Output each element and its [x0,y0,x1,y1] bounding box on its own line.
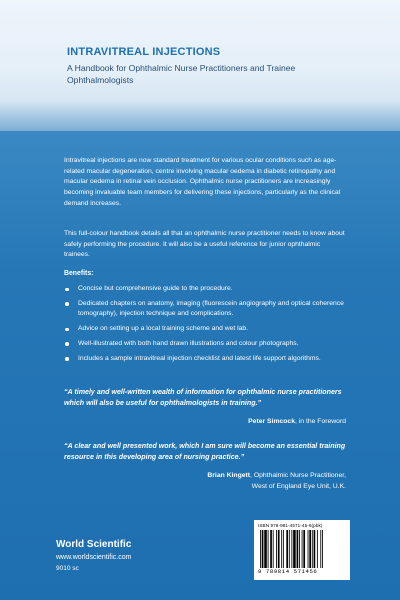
list-item [64,339,346,350]
blurb-paragraph-2 [64,229,346,261]
list-item [64,354,346,365]
barcode-bar [262,530,264,568]
reviewer-name: Peter Simcock [248,418,295,425]
barcode-bar [309,530,311,568]
reviewer-name: Brian Kingett [207,472,251,479]
review-attribution-2 [207,471,346,492]
barcode-bar [278,530,280,568]
barcode-bar [260,530,261,568]
publisher-url: www.worldscientific.com [56,554,132,561]
barcode-bars [258,530,346,568]
bullet-icon [65,288,69,292]
barcode-bar [276,530,277,568]
blurb-text-1: Intravitreal injections are now standard treatment for various ocular conditions such as age-related macular degeneration, centre involving macular oedema in diabetic retinopathy and macular oedema in retinal vein occlusion. Ophthalmic nurse practitioners are increasingly becoming invaluable team members for delivering these injections, particularly as the clinical demand increases. [64,157,341,207]
list-item-text: Well-illustrated with both hand drawn illustrations and colour photographs. [78,339,299,347]
barcode-bar [299,530,300,568]
barcode-bar [312,530,313,568]
isbn-barcode [254,520,350,580]
barcode-bar [302,530,303,568]
list-item-text: Advice on setting up a local training scheme and wet lab. [78,325,248,333]
reviewer-affiliation: West of England Eye Unit, U.K. [251,482,346,490]
barcode-bar [283,530,284,568]
book-title: INTRAVITREAL INJECTIONS [67,46,221,58]
barcode-bar [273,530,274,568]
barcode-bar [303,530,305,568]
barcode-bar [314,530,316,568]
bullet-icon [65,302,69,306]
barcode-bar [289,530,290,568]
list-item-text: Includes a sample intravitreal injection checklist and latest life support algorithms. [78,354,321,362]
list-item [64,299,346,320]
publisher-code: 9010 sc [56,565,79,572]
list-item-text: Concise but comprehensive guide to the procedure. [78,285,233,292]
bullet-icon [65,357,69,361]
review-quote-1: “A timely and well-written wealth of information for ophthalmic nurse practitioners which will also be useful for ophthalmologists in training.” [64,388,342,407]
barcode-bar [320,530,321,568]
list-item [64,284,346,295]
barcode-bar [286,530,288,568]
barcode-bar [264,530,267,568]
benefits-list [64,284,346,368]
review-quote-2: “A clear and well presented work, which I am sure will become an essential training resource in this developing area of nursing practice.” [64,442,346,461]
barcode-bar [317,530,318,568]
blurb-text-2: This full-colour handbook details all that an ophthalmic nurse practitioner needs to know about safely performing the procedure. It will also be a useful reference for junior ophthalmic trainees. [64,230,345,259]
book-subtitle: A Handbook for Ophthalmic Nurse Practitioners and Trainee Ophthalmologists [67,63,296,86]
benefits-heading: Benefits: [64,270,94,277]
barcode-bar [322,530,323,568]
reviewer-role: , Ophthalmic Nurse Practitioner, [250,472,346,479]
isbn-label: ISBN 978-981-4571-45-6(pbk) [258,523,323,528]
barcode-digits: 9 789814 571456 [258,568,318,575]
barcode-bar [270,530,272,568]
barcode-bar [297,530,299,568]
bullet-icon [65,342,69,346]
reviewer-role: , in the Foreword [295,418,346,425]
cover-top-band [0,0,400,131]
bullet-icon [65,328,69,332]
list-item-text: Dedicated chapters on anatomy, imaging (fluorescein angiography and optical coherence tomography), injection technique and complications. [78,299,344,318]
barcode-bar [308,530,309,568]
barcode-bar [291,530,292,568]
review-attribution-1 [248,417,346,428]
blurb-paragraph-1 [64,156,346,210]
barcode-bar [281,530,282,568]
list-item [64,324,346,335]
barcode-bar [268,530,269,568]
barcode-bar [293,530,296,568]
publisher-name: World Scientific [56,539,132,550]
